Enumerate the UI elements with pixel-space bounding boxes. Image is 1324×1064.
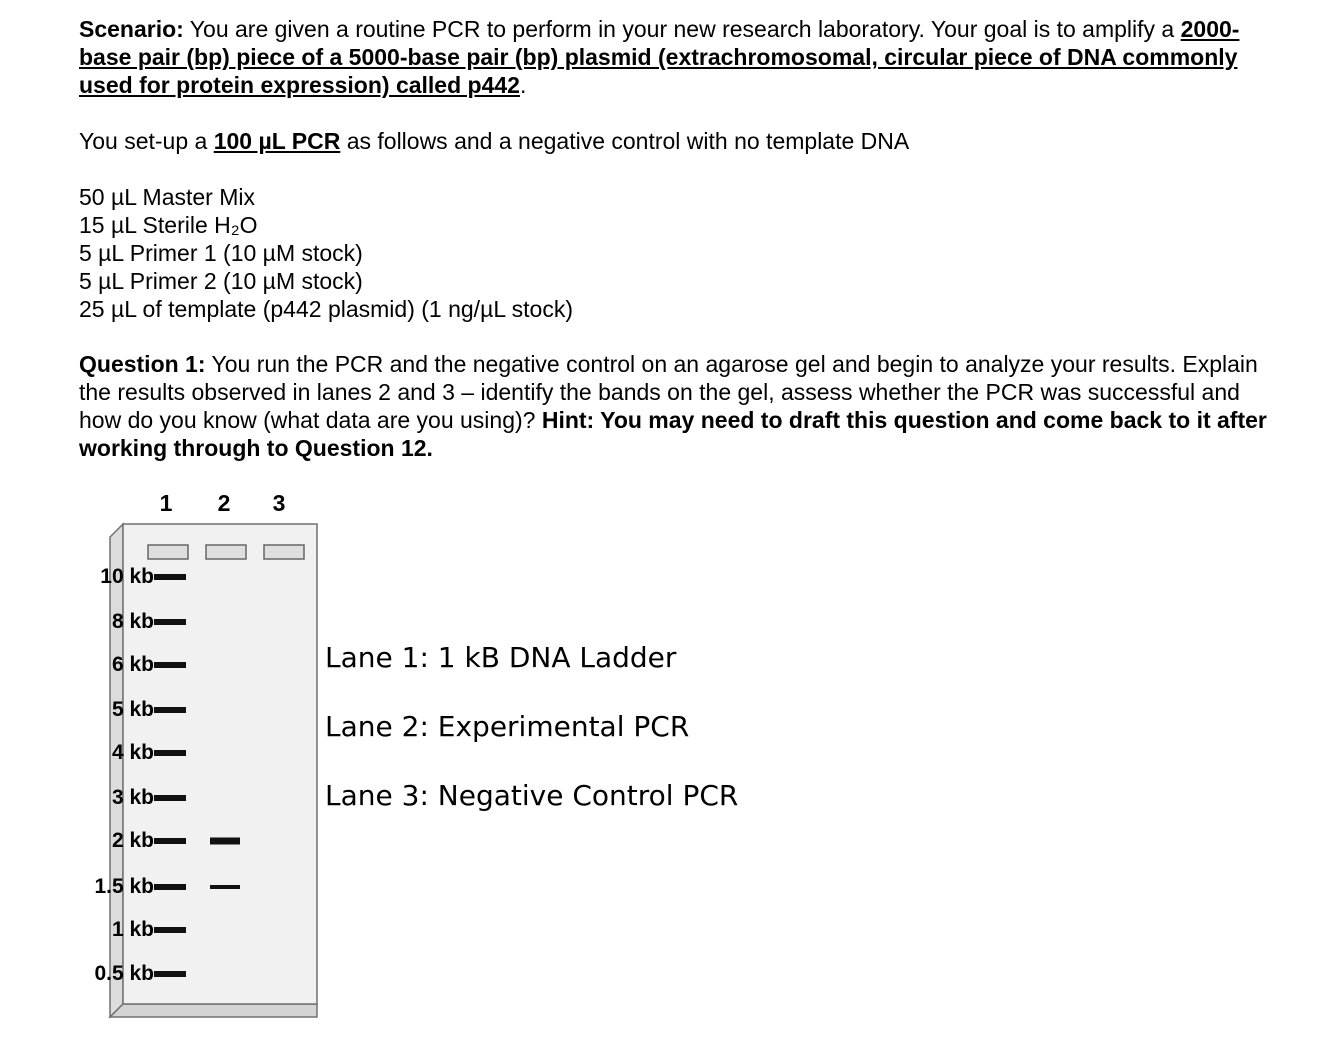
gel-side-face <box>110 524 123 1017</box>
ladder-band <box>154 574 186 580</box>
recipe-item: 50 µL Master Mix <box>79 184 256 210</box>
setup-before: You set-up a <box>79 128 214 154</box>
ladder-label: 0.5 kb <box>94 962 154 985</box>
recipe-item: 5 µL Primer 2 (10 µM stock) <box>79 268 363 294</box>
scenario-end: . <box>519 72 527 98</box>
legend-lane-2: Lane 2: Experimental PCR <box>325 710 690 743</box>
legend-lane-3: Lane 3: Negative Control PCR <box>325 779 739 812</box>
scenario-underlined: 2000-base pair (bp) piece of a 5000-base pair (bp) plasmid (extrachromosomal, circular piece of DNA commonly used for protein expression) called p442 <box>79 16 1240 98</box>
ladder-band <box>154 884 186 890</box>
lane-number: 3 <box>272 490 286 516</box>
ladder-label: 10 kb <box>100 565 154 588</box>
ladder-label: 3 kb <box>111 786 154 809</box>
ladder-band <box>154 707 186 713</box>
recipe-item: 25 µL of template (p442 plasmid) (1 ng/µL stock) <box>79 296 573 322</box>
scenario-paragraph <box>79 15 1289 99</box>
ladder-label: 4 kb <box>111 741 154 764</box>
gel-bottom-face <box>110 1004 317 1017</box>
ladder-label: 5 kb <box>111 698 154 721</box>
question-label: Question 1: <box>79 351 206 377</box>
lane2-band <box>210 885 240 889</box>
ladder-label: 8 kb <box>111 610 154 633</box>
ladder-band <box>154 795 186 801</box>
lane2-band <box>210 838 240 845</box>
gel-well <box>206 545 246 559</box>
scenario-text: You are given a routine PCR to perform in your new research laboratory. Your goal is to amplify a <box>183 16 1181 42</box>
ladder-label: 1 kb <box>111 918 154 941</box>
ladder-band <box>154 619 186 625</box>
ladder-label: 2 kb <box>111 829 154 852</box>
lane-number: 1 <box>159 490 173 516</box>
recipe-item: 15 µL Sterile H₂O <box>79 212 258 238</box>
gel-well <box>264 545 304 559</box>
lane-number: 2 <box>217 490 231 516</box>
legend-lane-1: Lane 1: 1 kB DNA Ladder <box>325 641 677 674</box>
ladder-band <box>154 971 186 977</box>
gel-figure <box>0 490 330 1030</box>
question-paragraph <box>79 350 1279 462</box>
question-hint: Hint: You may need to draft this question and come back to it after working through to Question 12. <box>79 407 1267 461</box>
question-text: You run the PCR and the negative control on an agarose gel and begin to analyze your results. Explain the results observed in lanes 2 and 3 – identify the bands on the gel, assess whether the PCR was successful and how do you know (what data are you using)? <box>79 351 1258 433</box>
ladder-band <box>154 662 186 668</box>
ladder-band <box>154 838 186 844</box>
ladder-band <box>154 927 186 933</box>
recipe-item: 5 µL Primer 1 (10 µM stock) <box>79 240 363 266</box>
gel-well <box>148 545 188 559</box>
setup-emph: 100 µL PCR <box>213 128 341 154</box>
setup-after: as follows and a negative control with no template DNA <box>340 128 910 154</box>
scenario-label: Scenario: <box>79 16 184 42</box>
setup-line <box>79 127 909 155</box>
ladder-label: 6 kb <box>111 653 154 676</box>
ladder-band <box>154 750 186 756</box>
recipe-list <box>79 183 573 323</box>
ladder-label: 1.5 kb <box>94 875 154 898</box>
